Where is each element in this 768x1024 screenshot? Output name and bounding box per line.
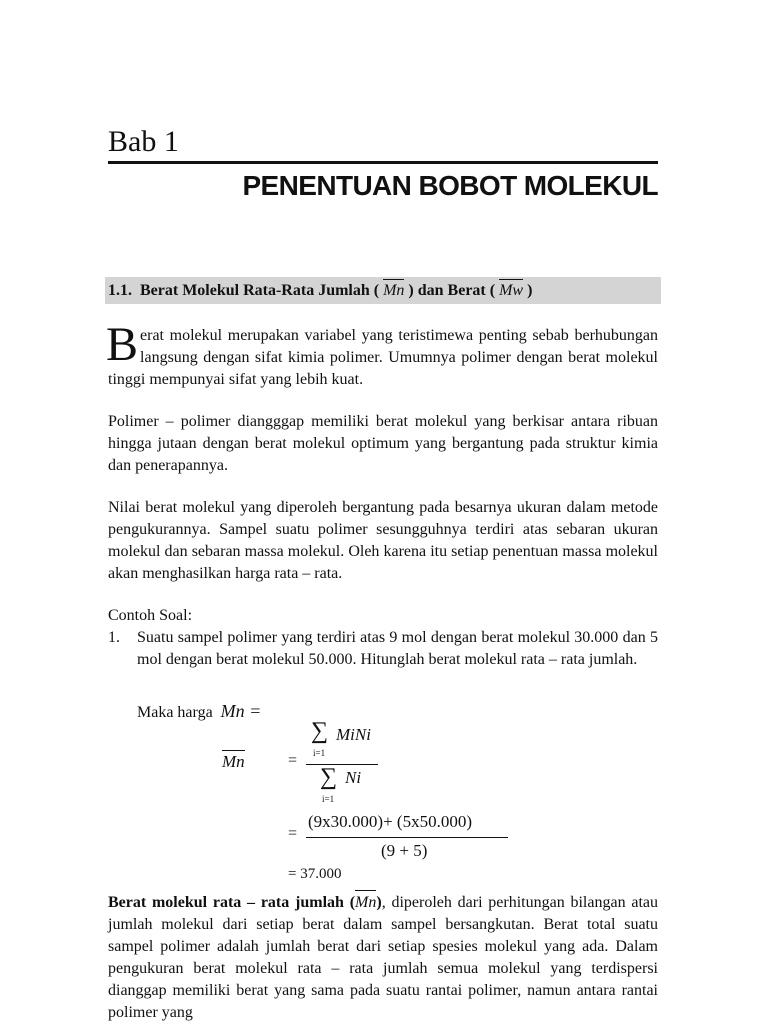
numerator-term: MiNi bbox=[336, 725, 371, 744]
fraction-line-2 bbox=[306, 837, 508, 838]
sum-symbol-numerator: ∑ bbox=[311, 718, 329, 744]
mn-equation-label: Mn = bbox=[220, 701, 262, 721]
section-title-start: Berat Molekul Rata-Rata Jumlah ( bbox=[140, 282, 380, 299]
result-value: = 37.000 bbox=[288, 866, 342, 882]
equals-sign-1: = bbox=[288, 752, 298, 769]
fraction-line-1 bbox=[306, 764, 378, 765]
closing-bold-end: ) bbox=[376, 894, 382, 911]
equals-sign-2: = bbox=[288, 825, 298, 842]
section-number: 1.1. bbox=[108, 282, 132, 299]
chapter-title: PENENTUAN BOBOT MOLEKUL bbox=[242, 170, 658, 201]
denominator-term: Ni bbox=[345, 768, 362, 787]
closing-mn-symbol: Mn bbox=[355, 892, 376, 914]
denominator-calc: (9 + 5) bbox=[381, 841, 428, 860]
sum-index-numerator: i=1 bbox=[313, 748, 326, 758]
sum-symbol-denominator: ∑ bbox=[320, 764, 338, 790]
numerator-calc: (9x30.000)+ (5x50.000) bbox=[308, 812, 472, 831]
example-heading: Contoh Soal: bbox=[108, 607, 193, 624]
paragraph-2: Polimer – polimer diangggap memiliki berat molekul yang berkisar antara ribuan hingga jutaan dengan berat molekul optimum yang bergantung pada struktur kimia dan penerapannya. bbox=[108, 413, 658, 474]
chapter-label: Bab 1 bbox=[108, 125, 179, 158]
closing-bold-start: Berat molekul rata – rata jumlah ( bbox=[108, 894, 356, 911]
closing-paragraph bbox=[108, 892, 658, 1024]
section-title-mid: ) dan Berat ( bbox=[408, 282, 496, 299]
dropcap-letter: B bbox=[106, 318, 139, 371]
example-item-text: Suatu sampel polimer yang terdiri atas 9 mol dengan berat molekul 30.000 dan 5 mol dengan berat molekul 50.000. Hitunglah berat molekul rata – rata jumlah. bbox=[137, 629, 658, 668]
closing-text: , diperoleh dari perhitungan bilangan atau jumlah molekul dari setiap berat dalam sampel bersangkutan. Berat total suatu sampel polimer adalah jumlah berat dari setiap spesies molekul yang ada. Dalam pengukuran berat molekul rata – rata jumlah semua molekul yang terdispersi dianggap memiliki berat yang sama pada suatu rantai polimer, namun antara rantai polimer yang bbox=[108, 894, 658, 1021]
section-title-end: ) bbox=[527, 282, 533, 299]
mn-lhs: Mn bbox=[222, 752, 245, 771]
paragraph-1-text: erat molekul merupakan variabel yang teristimewa penting sebab berhubungan langsung dengan sifat kimia polimer. Umumnya polimer dengan berat molekul tinggi mempunyai sifat yang lebih kuat. bbox=[108, 327, 658, 388]
sum-index-denominator: i=1 bbox=[322, 794, 335, 804]
mw-symbol: Mw bbox=[499, 282, 524, 299]
maka-harga-label: Maka harga bbox=[137, 704, 213, 721]
section-title bbox=[108, 281, 532, 301]
example-item-number: 1. bbox=[108, 629, 120, 646]
paragraph-3: Nilai berat molekul yang diperoleh bergantung pada besarnya ukuran dalam metode pengukurannya. Sampel suatu polimer sesungguhnya terdiri atas sebaran ukuran molekul dan sebaran massa molekul. Oleh karena itu setiap penentuan massa molekul akan menghasilkan harga rata – rata. bbox=[108, 499, 658, 582]
chapter-rule bbox=[108, 161, 658, 164]
mn-symbol: Mn bbox=[383, 282, 405, 299]
paragraph-1 bbox=[106, 318, 658, 391]
maka-harga-line bbox=[137, 700, 261, 724]
